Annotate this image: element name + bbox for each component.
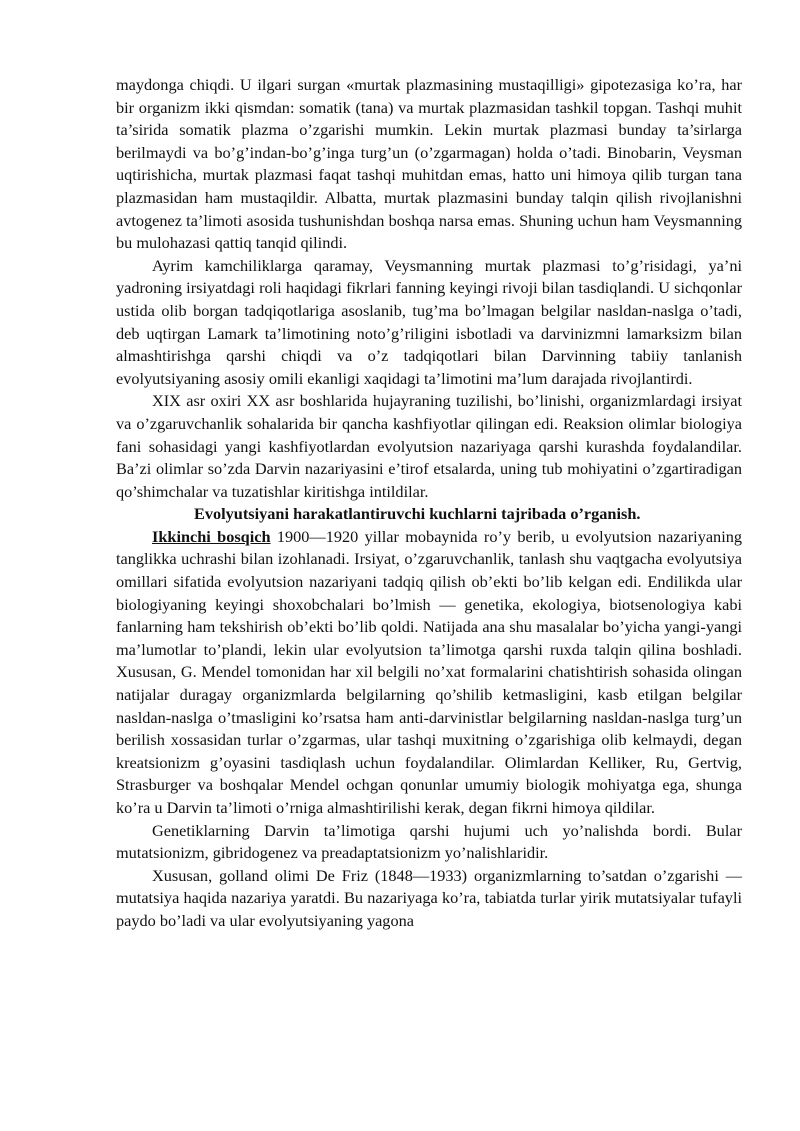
paragraph-second-stage <box>116 526 742 820</box>
paragraph-weismann-germ-plasm: maydonga chiqdi. U ilgari surgan «murtak plazmasining mustaqilligi» gipotezasiga ko’ra, har bir organizm ikki qismdan: somatik (tana) va murtak plazmasidan tashkil topgan. Tashqi muhit ta’sirida somatik plazma o’zgarishi mumkin. Lekin murtak plazmasi bunday ta’sirlarga berilmaydi va bo’g’indan-bo’g’inga turg’un (o’zgarmagan) holda o’tadi. Binobarin, Veysman uqtirishicha, murtak plazmasi faqat tashqi muhitdan emas, hatto uni himoya qilib turgan tana plazmasidan ham mustaqildir. Albatta, murtak plazmasini bunday talqin qilish rivojlanishni avtogenez ta’limoti asosida tushunishdan boshqa narsa emas. Shuning uchun ham Veysmanning bu mulohazasi qattiq tanqid qilindi. <box>116 75 742 253</box>
second-stage-text: 1900—1920 yillar mobaynida ro’y berib, u evolyutsion nazariyaning tanglikka uchrashi bilan izohlanadi. Irsiyat, o’zgaruvchanlik, tanlash shu vaqtgacha evolyutsiya omillari sifatida evolyutsion nazariyani tadqiq qilish ob’ekti bo’lib kelgan edi. Endilikda ular biologiyaning keyingi shoxobchalari bo’lmish — genetika, ekologiya, biotsenologiya kabi fanlarning ham tekshirish ob’ekti bo’lib qoldi. Natijada ana shu masalalar bo’yicha yangi-yangi ma’lumotlar to’plandi, lekin ular evolyutsion ta’limotga qarshi ruxda talqin qilina boshladi. Xususan, G. Mendel tomonidan har xil belgili no’xat formalarini chatishtirish sohasida olingan natijalar duragay organizmlarda belgilarning qo’shilib ketmasligini, kasb etilgan belgilar nasldan-naslga o’tmasligini ko’rsatsa ham anti-darvinistlar belgilarning nasldan-naslga turg’un berilish xossasidan turlar o’zgarmas, ular tashqi muxitning o’zgarishiga olib kelmaydi, degan kreatsionizm g’oyasini tasdiqlash uchun foydalandilar. Olimlardan Kelliker, Ru, Gertvig, Strasburger va boshqalar Mendel ochgan qonunlar umumiy biologik mohiyatga ega, shunga ko’ra u Darvin ta’limoti o’rniga almashtirilishi kerak, degan fikrni himoya qildilar. <box>116 526 743 817</box>
paragraph-de-vries: Xususan, golland olimi De Friz (1848—1933) organizmlarning to’satdan o’zgarishi — mutatsiya haqida nazariya yaratdi. Bu nazariyaga ko’ra, tabiatda turlar yirik mutatsiyalar tufayli paydo bo’ladi va ular evolyutsiyaning yagona <box>116 865 742 930</box>
second-stage-lead: Ikkinchi bosqich <box>152 526 271 546</box>
paragraph-genetics-attack: Genetiklarning Darvin ta’limotiga qarshi hujumi uch yo’nalishda bordi. Bular mutatsionizm, gibridogenez va preadaptatsionizm yo’nalishlaridir. <box>116 820 742 863</box>
section-heading: Evolyutsiyani harakatlantiruvchi kuchlarni tajribada o’rganish. <box>194 504 641 524</box>
paragraph-weismann-legacy: Ayrim kamchiliklarga qaramay, Veysmanning murtak plazmasi to’g’risidagi, ya’ni yadroning irsiyatdagi roli haqidagi fikrlari fanning keyingi rivoji bilan tasdiqlandi. U sichqonlar ustida olib borgan tadqiqotlariga asoslanib, tug’ma bo’lmagan belgilar nasldan-naslga o’tadi, deb uqtirgan Lamark ta’limotining noto’g’riligini isbotladi va darvinizmni lamarksizm bilan almashtirishga qarshi chiqdi va o’z tadqiqotlari bilan Darvinning tabiiy tanlanish evolyutsiyaning asosiy omili ekanligi xaqidagi ta’limotini ma’lum darajada rivojlantirdi. <box>116 255 742 388</box>
paragraph-19th-century-discoveries: XIX asr oxiri XX asr boshlarida hujayraning tuzilishi, bo’linishi, organizmlardagi irsiyat va o’zgaruvchanlik sohalarida bir qancha kashfiyotlar qilingan edi. Reaksion olimlar biologiya fani sohasidagi yangi kashfiyotlardan evolyutsion nazariyaga qarshi kurashda foydalandilar. Ba’zi olimlar so’zda Darvin nazariyasini e’tirof etsalarda, uning tub mohiyatini o’zgartiradigan qo’shimchalar va tuzatishlar kiritishga intildilar. <box>116 391 742 501</box>
